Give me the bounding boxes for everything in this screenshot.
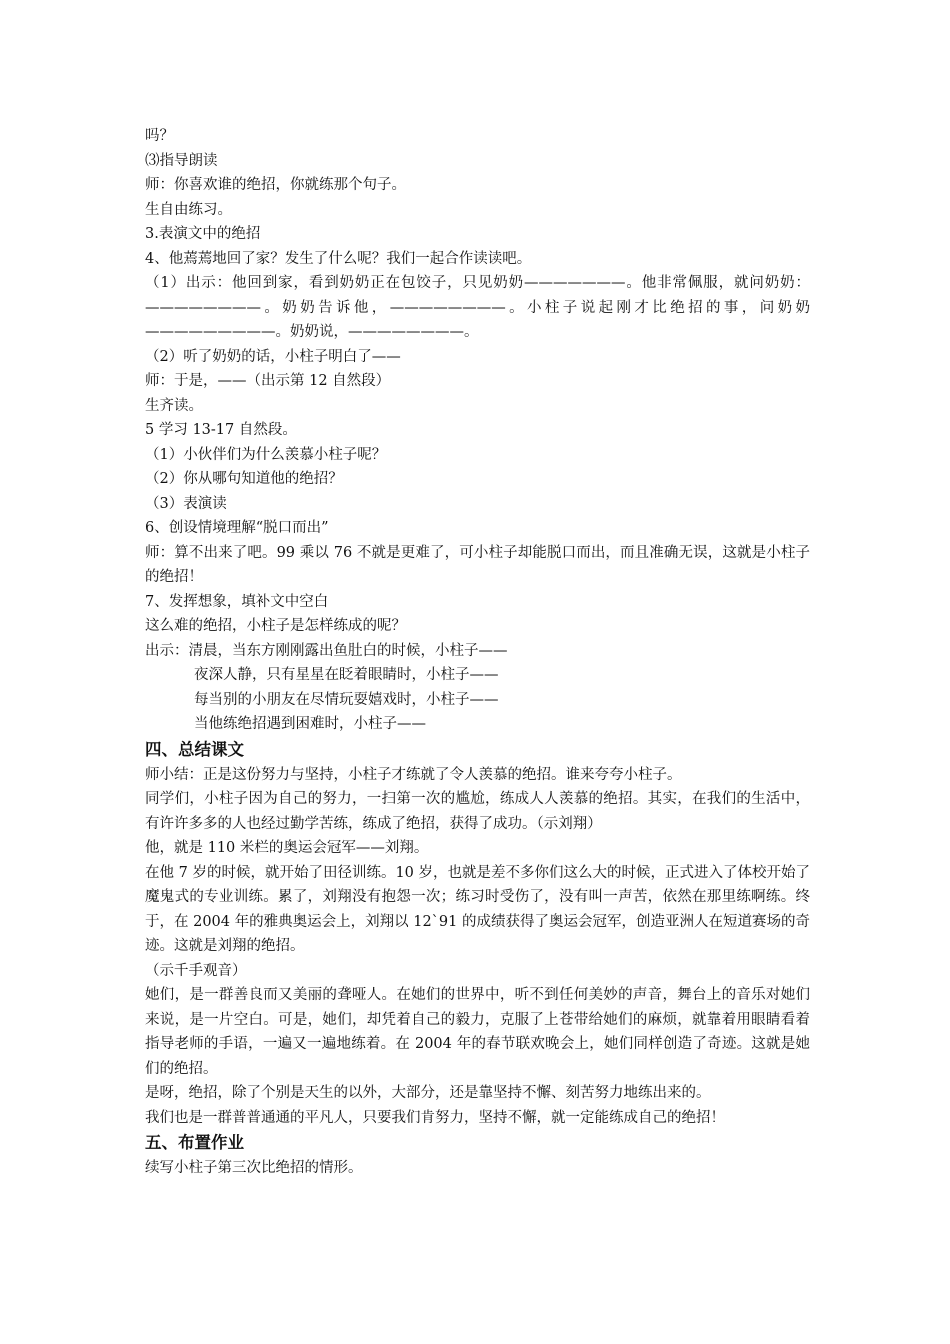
text-line: 是呀，绝招，除了个别是天生的以外，大部分，还是靠坚持不懈、刻苦努力地练出来的。 xyxy=(145,1085,711,1101)
text-paragraph: 师：算不出来了吧。99 乘以 76 不就是更难了，可小柱子却能脱口而出，而且准确无误，这就是小柱子的绝招！ xyxy=(145,544,810,585)
document-body xyxy=(145,124,810,1181)
text-paragraph: 她们，是一群善良而又美丽的聋哑人。在她们的世界中，听不到任何美妙的声音，舞台上的音乐对她们来说，是一片空白。可是，她们，却凭着自己的毅力，克服了上苍带给她们的麻烦，就靠着用眼睛看着指导老师的手语，一遍又一遍地练着。在 2004 年的春节联欢晚会上，她们同样创造了奇迹。这就是她们的绝招。 xyxy=(145,987,810,1077)
text-paragraph: 在他 7 岁的时候，就开始了田径训练。10 岁，也就是差不多你们这么大的时候，正式进入了体校开始了魔鬼式的专业训练。累了，刘翔没有抱怨一次；练习时受伤了，没有叫一声苦，依然在那里练啊练。终于，在 2004 年的雅典奥运会上，刘翔以 12`91 的成绩获得了奥运会冠军，创造亚洲人在短道赛场的奇迹。这就是刘翔的绝招。 xyxy=(145,864,810,954)
text-line: （示千手观音） xyxy=(145,962,247,979)
text-line: 夜深人静，只有星星在眨着眼睛时，小柱子—— xyxy=(194,667,499,683)
text-line: （2）你从哪句知道他的绝招？ xyxy=(145,471,343,487)
text-line: 吗？ xyxy=(145,128,174,144)
text-line: 6、创设情境理解“脱口而出” xyxy=(145,520,329,536)
text-line: 3.表演文中的绝招 xyxy=(145,226,261,242)
section-heading: 五、布置作业 xyxy=(145,1133,244,1152)
text-line: 师小结：正是这份努力与坚持，小柱子才练就了令人羡慕的绝招。谁来夸夸小柱子。 xyxy=(145,766,682,783)
text-paragraph: 同学们，小柱子因为自己的努力，一扫第一次的尴尬，练成人人羡慕的绝招。其实，在我们的生活中，有许许多多的人也经过勤学苦练，练成了绝招，获得了成功。（示刘翔） xyxy=(145,791,810,832)
text-line: （3）表演读 xyxy=(145,495,227,512)
text-line: 生齐读。 xyxy=(145,397,203,414)
text-line: 这么难的绝招，小柱子是怎样练成的呢？ xyxy=(145,618,406,634)
text-line: （2）听了奶奶的话，小柱子明白了—— xyxy=(145,348,401,365)
text-line: ⑶指导朗读 xyxy=(145,152,218,169)
text-line: 4、他蔫蔫地回了家？发生了什么呢？我们一起合作读读吧。 xyxy=(145,250,532,267)
text-line: 当他练绝招遇到困难时，小柱子—— xyxy=(194,716,426,732)
text-line: 生自由练习。 xyxy=(145,201,232,218)
text-line: 7、发挥想象，填补文中空白 xyxy=(145,593,329,610)
section-heading: 四、总结课文 xyxy=(145,739,244,759)
text-line: 师：于是，——（出示第 12 自然段） xyxy=(145,373,391,389)
text-line: 每当别的小朋友在尽情玩耍嬉戏时，小柱子—— xyxy=(194,691,499,708)
text-paragraph: （1）出示：他回到家，看到奶奶正在包饺子，只见奶奶———————。他非常佩服，就问奶奶：————————。奶奶告诉他，————————。小柱子说起刚才比绝招的事，问奶奶—————————。奶奶说，————————。 xyxy=(145,275,810,340)
text-line: 续写小柱子第三次比绝招的情形。 xyxy=(145,1160,363,1176)
text-line: 师：你喜欢谁的绝招，你就练那个句子。 xyxy=(145,177,406,193)
text-line: 出示：清晨，当东方刚刚露出鱼肚白的时候，小柱子—— xyxy=(145,642,508,659)
text-line: （1）小伙伴们为什么羡慕小柱子呢？ xyxy=(145,446,387,463)
text-line: 他，就是 110 米栏的奥运会冠军——刘翔。 xyxy=(145,840,429,856)
text-line: 我们也是一群普普通通的平凡人，只要我们肯努力，坚持不懈，就一定能练成自己的绝招！ xyxy=(145,1109,725,1126)
text-line: 5 学习 13-17 自然段。 xyxy=(145,422,297,438)
